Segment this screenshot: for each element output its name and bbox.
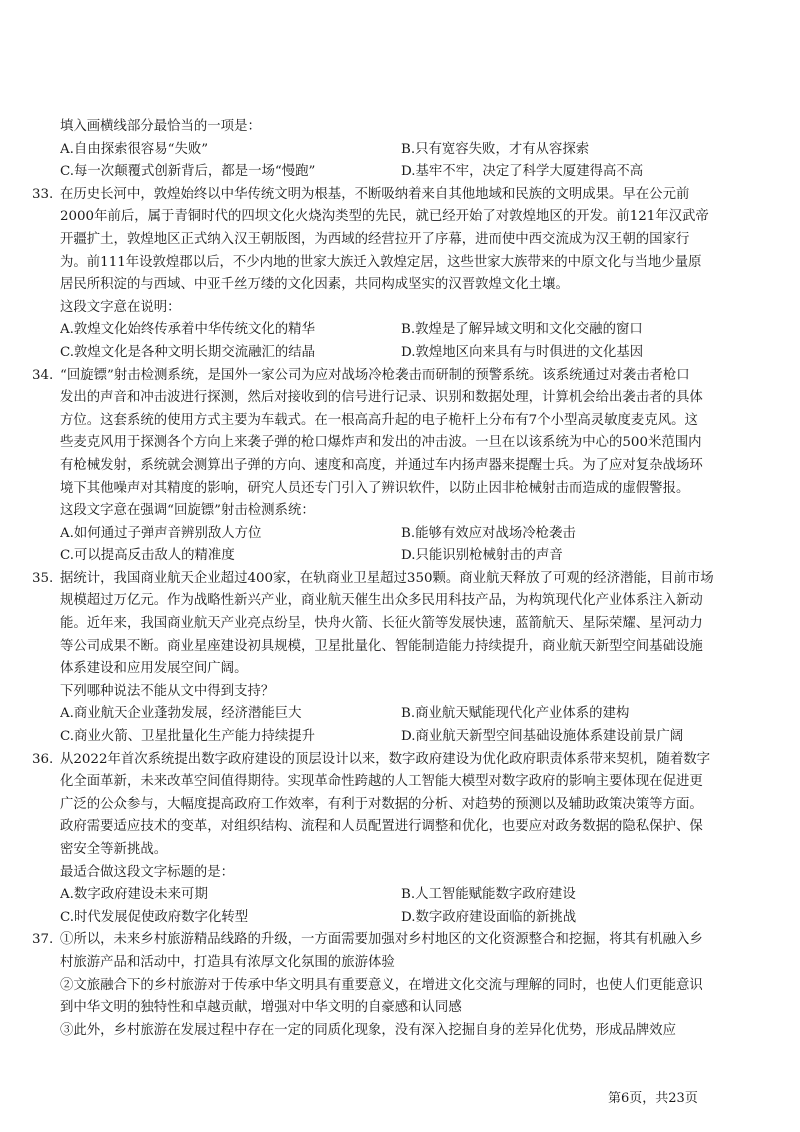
option-d: D.数字政府建设面临的新挑战 (401, 909, 577, 925)
question-number: 36. (32, 751, 54, 767)
passage-line: “回旋镖”射击检测系统，是国外一家公司为应对战场冷枪袭击而研制的预警系统。该系统通过对袭击者枪口 (60, 367, 690, 383)
option-d: D.只能识别枪械射击的声音 (401, 548, 563, 564)
passage-line: 有枪械发射，系统就会测算出子弹的方向、速度和高度，并通过车内扬声器来提醒士兵。为了应对复杂战场环 (60, 457, 703, 473)
option-b: B.人工智能赋能数字政府建设 (401, 887, 576, 903)
options (60, 319, 758, 364)
passage-line: 发出的声音和冲击波进行探测，然后对接收到的信号进行记录、识别和数据处理，计算机会给出袭击者的具体 (60, 390, 703, 406)
passage-line: 境下其他噪声对其精度的影响，研究人员还专门引入了辨识软件，以防止因非枪械射击而造成的虚假警报。 (60, 480, 690, 496)
option-a: A.敦煌文化始终传承着中华传统文化的精华 (60, 322, 315, 338)
question-34 (32, 365, 758, 568)
passage-line: 村旅游产品和活动中，打造具有浓厚文化氛围的旅游体验 (60, 954, 395, 970)
passage-line: 化全面革新，未来改革空间值得期待。实现革命性跨越的人工智能大模型对数字政府的影响主要体现在促进更 (60, 774, 703, 790)
passage-line: 方位。这套系统的使用方式主要为车载式。在一根高高升起的电子桅杆上分布有7个小型高灵敏度麦克风。这 (60, 412, 698, 428)
passage-line: 居民所积淀的与西域、中亚千丝万缕的文化因素，共同构成坚实的汉晋敦煌文化土壤。 (60, 277, 569, 293)
option-b: B.只有宽容失败，才有从容探索 (401, 141, 590, 157)
question-36 (32, 749, 758, 930)
passage-line: 密安全等新挑战。 (60, 842, 168, 857)
passage-line: ③此外，乡村旅游在发展过程中存在一定的同质化现象，没有深入挖掘自身的差异化优势，形成品牌效应 (60, 1022, 676, 1038)
option-a: A.如何通过子弹声音辨别敌人方位 (60, 525, 262, 541)
options (60, 884, 758, 929)
passage-line: 等公司成果不断。商业星座建设初具规模，卫星批量化、智能制造能力持续提升，商业航天新型空间基础设施 (60, 638, 703, 654)
option-d: D.商业航天新型空间基础设施体系建设前景广阔 (401, 729, 684, 745)
option-d: D.基牢不牢，决定了科学大厦建得高不高 (401, 164, 644, 180)
passage-line: 广泛的公众参与，大幅度提高政府工作效率，有利于对数据的分析、对趋势的预测以及辅助政策决策等方面。 (60, 796, 703, 812)
passage-line: 2000年前后，属于青铜时代的四坝文化火烧沟类型的先民，就已经开始了对敦煌地区的开发。前121年汉武帝 (60, 209, 709, 225)
option-a: A.商业航天企业蓬勃发展，经济潜能巨大 (60, 706, 302, 722)
passage-line: 从2022年首次系统提出数字政府建设的顶层设计以来，数字政府建设为优化政府职责体系带来契机，随着数字 (60, 751, 711, 767)
options (60, 703, 758, 748)
question-prompt: 这段文字意在说明： (60, 299, 181, 315)
passage-line: 些麦克风用于探测各个方向上来袭子弹的枪口爆炸声和发出的冲击波。一旦在以该系统为中心的500米范围内 (60, 435, 702, 451)
question-prompt: 填入画横线部分最恰当的一项是： (60, 119, 261, 134)
passage-line: ②文旅融合下的乡村旅游对于传承中华文明具有重要意义，在增进文化交流与理解的同时，也使人们更能意识 (60, 977, 703, 993)
passage-line: 在历史长河中，敦煌始终以中华传统文明为根基，不断吸纳着来自其他地域和民族的文明成果。早在公元前 (60, 186, 690, 202)
passage-line: 政府需要适应技术的变革，对组织结构、流程和人员配置进行调整和优化，也要应对政务数据的隐私保护、保 (60, 819, 703, 835)
option-b: B.能够有效应对战场冷枪袭击 (401, 525, 576, 541)
question-37 (32, 929, 758, 1042)
option-c: C.时代发展促使政府数字化转型 (60, 909, 249, 925)
option-c: C.可以提高反击敌人的精准度 (60, 548, 235, 564)
option-d: D.敦煌地区向来具有与时俱进的文化基因 (401, 344, 644, 360)
option-c: C.敦煌文化是各种文明长期交流融汇的结晶 (60, 344, 316, 360)
question-33 (32, 184, 758, 365)
passage-line: 规模超过万亿元。作为战略性新兴产业，商业航天催生出众多民用科技产品，为构筑现代化产业体系注入新动 (60, 593, 703, 609)
option-c: C.每一次颠覆式创新背后，都是一场“慢跑” (60, 164, 316, 180)
option-b: B.敦煌是了解异域文明和文化交融的窗口 (401, 322, 643, 338)
options (60, 139, 758, 184)
question-number: 37. (32, 932, 54, 948)
passage-line: 体系建设和应用发展空间广阔。 (60, 661, 248, 677)
option-a: A.自由探索很容易“失败” (60, 141, 209, 157)
question-prompt: 这段文字意在强调“回旋镖”射击检测系统： (60, 503, 315, 519)
question-number: 34. (32, 367, 54, 383)
question-number: 35. (32, 570, 54, 586)
passage-line: 为。前111年设敦煌郡以后，不少内地的世家大族迁入敦煌定居，这些世家大族带来的中原文化与当地少量原 (60, 254, 702, 270)
options (60, 523, 758, 568)
passage-line: 据统计，我国商业航天企业超过400家，在轨商业卫星超过350颗。商业航天释放了可观的经济潜能，目前市场 (60, 570, 714, 586)
passage-line: 能。近年来，我国商业航天产业亮点纷呈，快舟火箭、长征火箭等发展快速，蓝箭航天、星际荣耀、星河动力 (60, 616, 703, 632)
question-number: 33. (32, 186, 54, 202)
question-35 (32, 568, 758, 749)
passage-line: ①所以，未来乡村旅游精品线路的升级，一方面需要加强对乡村地区的文化资源整合和挖掘，将其有机融入乡 (60, 932, 703, 948)
question-prompt: 下列哪种说法不能从文中得到支持？ (60, 683, 275, 699)
question-32 (58, 116, 758, 184)
option-b: B.商业航天赋能现代化产业体系的建构 (401, 706, 630, 722)
question-prompt: 最适合做这段文字标题的是： (60, 864, 235, 880)
option-a: A.数字政府建设未来可期 (60, 887, 208, 903)
option-c: C.商业火箭、卫星批量化生产能力持续提升 (60, 729, 316, 745)
passage-line: 到中华文明的独特性和卓越贡献，增强对中华文明的自豪感和认同感 (60, 1000, 462, 1016)
passage-line: 开疆扩土，敦煌地区正式纳入汉王朝版图，为西域的经营拉开了序幕，进而使中西交流成为汉王朝的国家行 (60, 231, 690, 247)
page-content (32, 116, 758, 1042)
page-number: 第6页，共23页 (608, 1091, 698, 1106)
